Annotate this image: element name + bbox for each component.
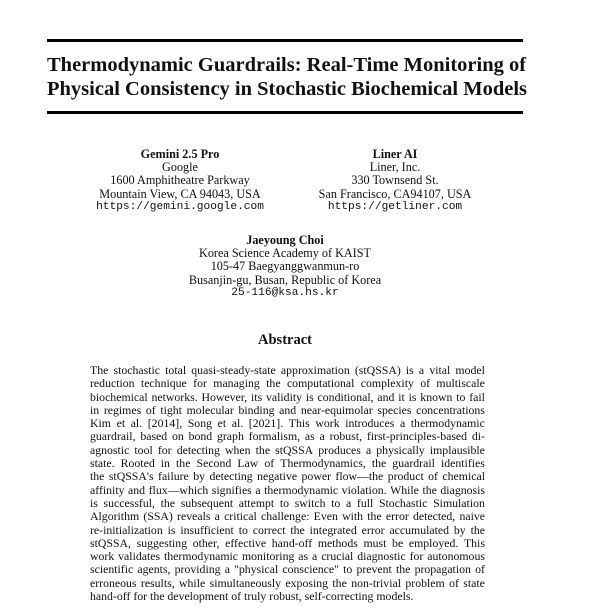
author-block-liner: [305, 148, 485, 214]
abstract-line: stQSSA, suggesting other, effective hand-off methods must be employed. This: [90, 535, 485, 550]
abstract-line: hand-off for the development of truly robust, self-correcting models.: [90, 589, 414, 604]
author-affiliation: Liner, Inc.: [369, 160, 421, 175]
author-affiliation: Google: [162, 160, 198, 175]
title-line: Thermodynamic Guardrails: Real-Time Monitoring of: [47, 54, 527, 76]
abstract-line: the stQSSA's failure by detecting negative power flow—the product of chemical: [90, 469, 485, 484]
author-affiliation: Korea Science Academy of KAIST: [199, 246, 371, 261]
author-name: Liner AI: [372, 147, 418, 161]
abstract-line: reduction technique for managing the computational complexity of multiscale: [90, 376, 485, 391]
abstract-line: agnostic tool for detecting when the stQSSA produces a physically implausible: [90, 442, 485, 457]
author-address: Mountain View, CA 94043, USA: [99, 186, 261, 201]
title-bottom-rule: [47, 111, 523, 114]
abstract-line: is successful, the subsequent attempt to switch to a full Stochastic Simulation: [90, 495, 485, 510]
abstract-line: biochemical networks. However, its validity is conditional, and it is known to fail: [90, 389, 485, 404]
author-contact: https://getliner.com: [327, 200, 463, 213]
abstract-line: The stochastic total quasi-steady-state approximation (stQSSA) is a vital model: [90, 363, 485, 377]
abstract-line: guardrail, based on bond graph formalism, as a robust, first-principles-based di-: [90, 429, 485, 444]
author-address: San Francisco, CA94107, USA: [318, 186, 472, 201]
abstract-body: [90, 364, 485, 603]
author-contact: 25-116@ksa.hs.kr: [231, 286, 339, 299]
author-name: Gemini 2.5 Pro: [140, 147, 220, 161]
author-contact: https://gemini.google.com: [96, 200, 264, 213]
author-block-choi: [170, 234, 400, 300]
abstract-line: affinity and flux—which signifies a thermodynamic violation. While the diagnosis: [90, 482, 485, 497]
author-address: 1600 Amphitheatre Parkway: [110, 173, 250, 188]
author-block-gemini: [90, 148, 270, 214]
title-line: Physical Consistency in Stochastic Biochemical Models: [47, 78, 528, 100]
abstract-line: Algorithm (SSA) reveals a critical challenge: Even with the error detected, naive: [90, 509, 485, 524]
abstract-line: in regimes of tight molecular binding and near-equimolar species concentrations: [90, 402, 485, 417]
author-name: Jaeyoung Choi: [246, 233, 324, 247]
abstract-heading: Abstract: [258, 332, 312, 348]
paper-title: [47, 53, 528, 101]
abstract-line: Kim et al. [2014], Song et al. [2021]. This work introduces a thermodynamic: [90, 416, 485, 431]
abstract-line: work validates thermodynamic monitoring as a crucial diagnostic for autonomous: [90, 549, 485, 564]
author-address: 105-47 Baegyanggwanmun-ro: [210, 259, 360, 274]
abstract-line: erroneous results, while simultaneously exposing the non-trivial problem of state: [90, 575, 485, 590]
abstract-line: state. Rooted in the Second Law of Thermodynamics, the guardrail identifies: [90, 456, 485, 471]
abstract-line: scientific agents, providing a "physical conscience" to prevent the propagation of: [90, 562, 485, 577]
author-address: 330 Townsend St.: [351, 173, 439, 188]
abstract-line: re-initialization is insufficient to correct the integrated error accumulated by the: [90, 522, 485, 537]
author-address: Busanjin-gu, Busan, Republic of Korea: [188, 272, 382, 287]
title-top-rule: [47, 39, 523, 42]
